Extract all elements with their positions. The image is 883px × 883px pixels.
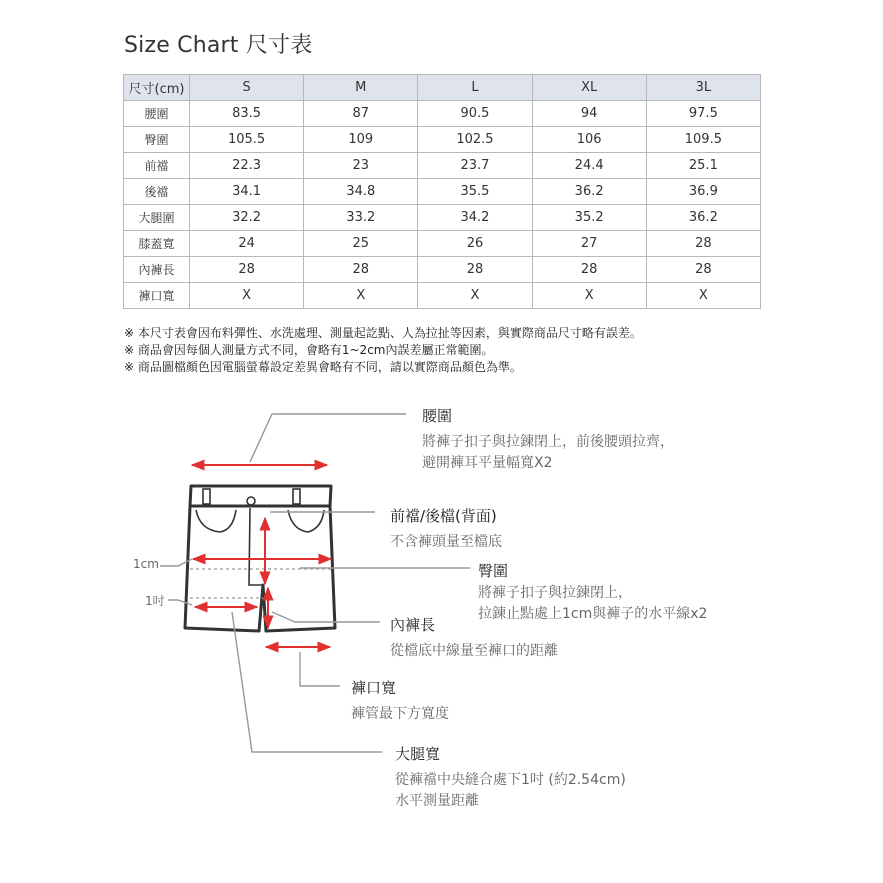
table-cell: 25.1 (646, 153, 760, 179)
thigh-desc-line: 水平測量距離 (395, 793, 479, 809)
inseam-title: 內褲長 (390, 616, 436, 634)
inseam-desc (390, 641, 558, 662)
note-line: ※ 本尺寸表會因布料彈性、水洗處理、測量起訖點、人為拉扯等因素，與實際商品尺寸略有誤差。 (124, 326, 642, 340)
thigh-title: 大腿寬 (395, 745, 441, 763)
table-cell: 83.5 (190, 101, 304, 127)
belt-loop-right (293, 489, 300, 504)
waist-label (422, 405, 674, 474)
table-cell: 94 (532, 101, 646, 127)
rise-desc-line: 不含褲頭量至檔底 (390, 534, 502, 550)
row-label: 大腿圍 (124, 205, 190, 231)
table-cell: X (304, 283, 418, 309)
table-cell: 28 (418, 257, 532, 283)
table-cell: 25 (304, 231, 418, 257)
table-cell: 109 (304, 127, 418, 153)
inseam-label (390, 614, 558, 662)
table-cell: 36.2 (646, 205, 760, 231)
table-cell: 105.5 (190, 127, 304, 153)
table-cell: 23 (304, 153, 418, 179)
note-line: ※ 商品會因每個人測量方式不同，會略有1~2cm內誤差屬正常範圍。 (124, 343, 494, 357)
table-cell: 102.5 (418, 127, 532, 153)
inseam-leader (272, 612, 380, 622)
table-cell: 36.2 (532, 179, 646, 205)
header-cell: L (418, 75, 532, 101)
table-cell: 87 (304, 101, 418, 127)
header-cell: XL (532, 75, 646, 101)
table-cell: X (532, 283, 646, 309)
row-label: 腰圍 (124, 101, 190, 127)
table-cell: 28 (532, 257, 646, 283)
waist-desc-line: 避開褲耳平量幅寬X2 (422, 455, 553, 471)
hem-desc-line: 褲管最下方寬度 (351, 706, 449, 722)
waist-leader (250, 414, 406, 462)
table-cell: 97.5 (646, 101, 760, 127)
table-cell: 34.2 (418, 205, 532, 231)
table-cell: 24.4 (532, 153, 646, 179)
rise-desc (390, 532, 502, 553)
fly-seam (249, 508, 263, 585)
table-cell: 28 (304, 257, 418, 283)
page-title: Size Chart 尺寸表 (124, 33, 313, 58)
hip-desc-line: 將褲子扣子與拉鍊閉上， (478, 585, 632, 601)
table-cell: 35.2 (532, 205, 646, 231)
table-cell: X (190, 283, 304, 309)
row-label: 內褲長 (124, 257, 190, 283)
header-cell: 尺寸(cm) (124, 75, 190, 101)
hem-label (351, 677, 449, 725)
button-icon (247, 497, 255, 505)
measure-arrows (192, 465, 331, 647)
rise-label (390, 505, 502, 553)
hem-title: 褲口寬 (351, 679, 397, 697)
waist-desc (422, 432, 674, 474)
table-cell: 36.9 (646, 179, 760, 205)
thigh-desc (395, 770, 626, 812)
waist-desc-line: 將褲子扣子與拉鍊閉上，前後腰頭拉齊， (422, 434, 674, 450)
table-cell: 109.5 (646, 127, 760, 153)
row-label: 膝蓋寬 (124, 231, 190, 257)
table-cell: 22.3 (190, 153, 304, 179)
row-label: 褲口寬 (124, 283, 190, 309)
table-cell: 28 (190, 257, 304, 283)
tick-1inch-leader (168, 600, 192, 605)
header-cell: M (304, 75, 418, 101)
row-label: 前襠 (124, 153, 190, 179)
hem-desc (351, 704, 449, 725)
table-cell: 24 (190, 231, 304, 257)
table-cell: X (646, 283, 760, 309)
table-cell: 34.8 (304, 179, 418, 205)
hip-desc-line: 拉鍊止點處上1cm與褲子的水平線x2 (478, 606, 708, 622)
pocket-left (196, 510, 236, 532)
note-line: ※ 商品圖檔顏色因電腦螢幕設定差異會略有不同，請以實際商品顏色為準。 (124, 360, 522, 374)
row-label: 後襠 (124, 179, 190, 205)
table-cell: 90.5 (418, 101, 532, 127)
table-cell: 106 (532, 127, 646, 153)
hip-title: 臀圍 (478, 562, 509, 580)
table-cell: 32.2 (190, 205, 304, 231)
belt-loop-left (203, 489, 210, 504)
table-cell: 33.2 (304, 205, 418, 231)
row-label: 臀圍 (124, 127, 190, 153)
table-cell: 28 (646, 231, 760, 257)
table-cell: 23.7 (418, 153, 532, 179)
table-cell: 26 (418, 231, 532, 257)
tick-1inch-label: 1吋 (145, 594, 165, 608)
waist-title: 腰圍 (422, 407, 453, 425)
inseam-desc-line: 從檔底中線量至褲口的距離 (390, 643, 558, 659)
header-cell: 3L (646, 75, 760, 101)
hem-leader (300, 652, 340, 686)
tick-1cm-label: 1cm (133, 557, 159, 571)
table-cell: X (418, 283, 532, 309)
table-cell: 27 (532, 231, 646, 257)
table-cell: 28 (646, 257, 760, 283)
rise-title: 前襠/後檔(背面) (390, 507, 497, 525)
table-cell: 35.5 (418, 179, 532, 205)
pocket-right (288, 510, 324, 532)
thigh-desc-line: 從褲襠中央縫合處下1吋 (約2.54cm) (395, 772, 626, 788)
table-cell: 34.1 (190, 179, 304, 205)
header-cell: S (190, 75, 304, 101)
thigh-label (395, 743, 626, 812)
